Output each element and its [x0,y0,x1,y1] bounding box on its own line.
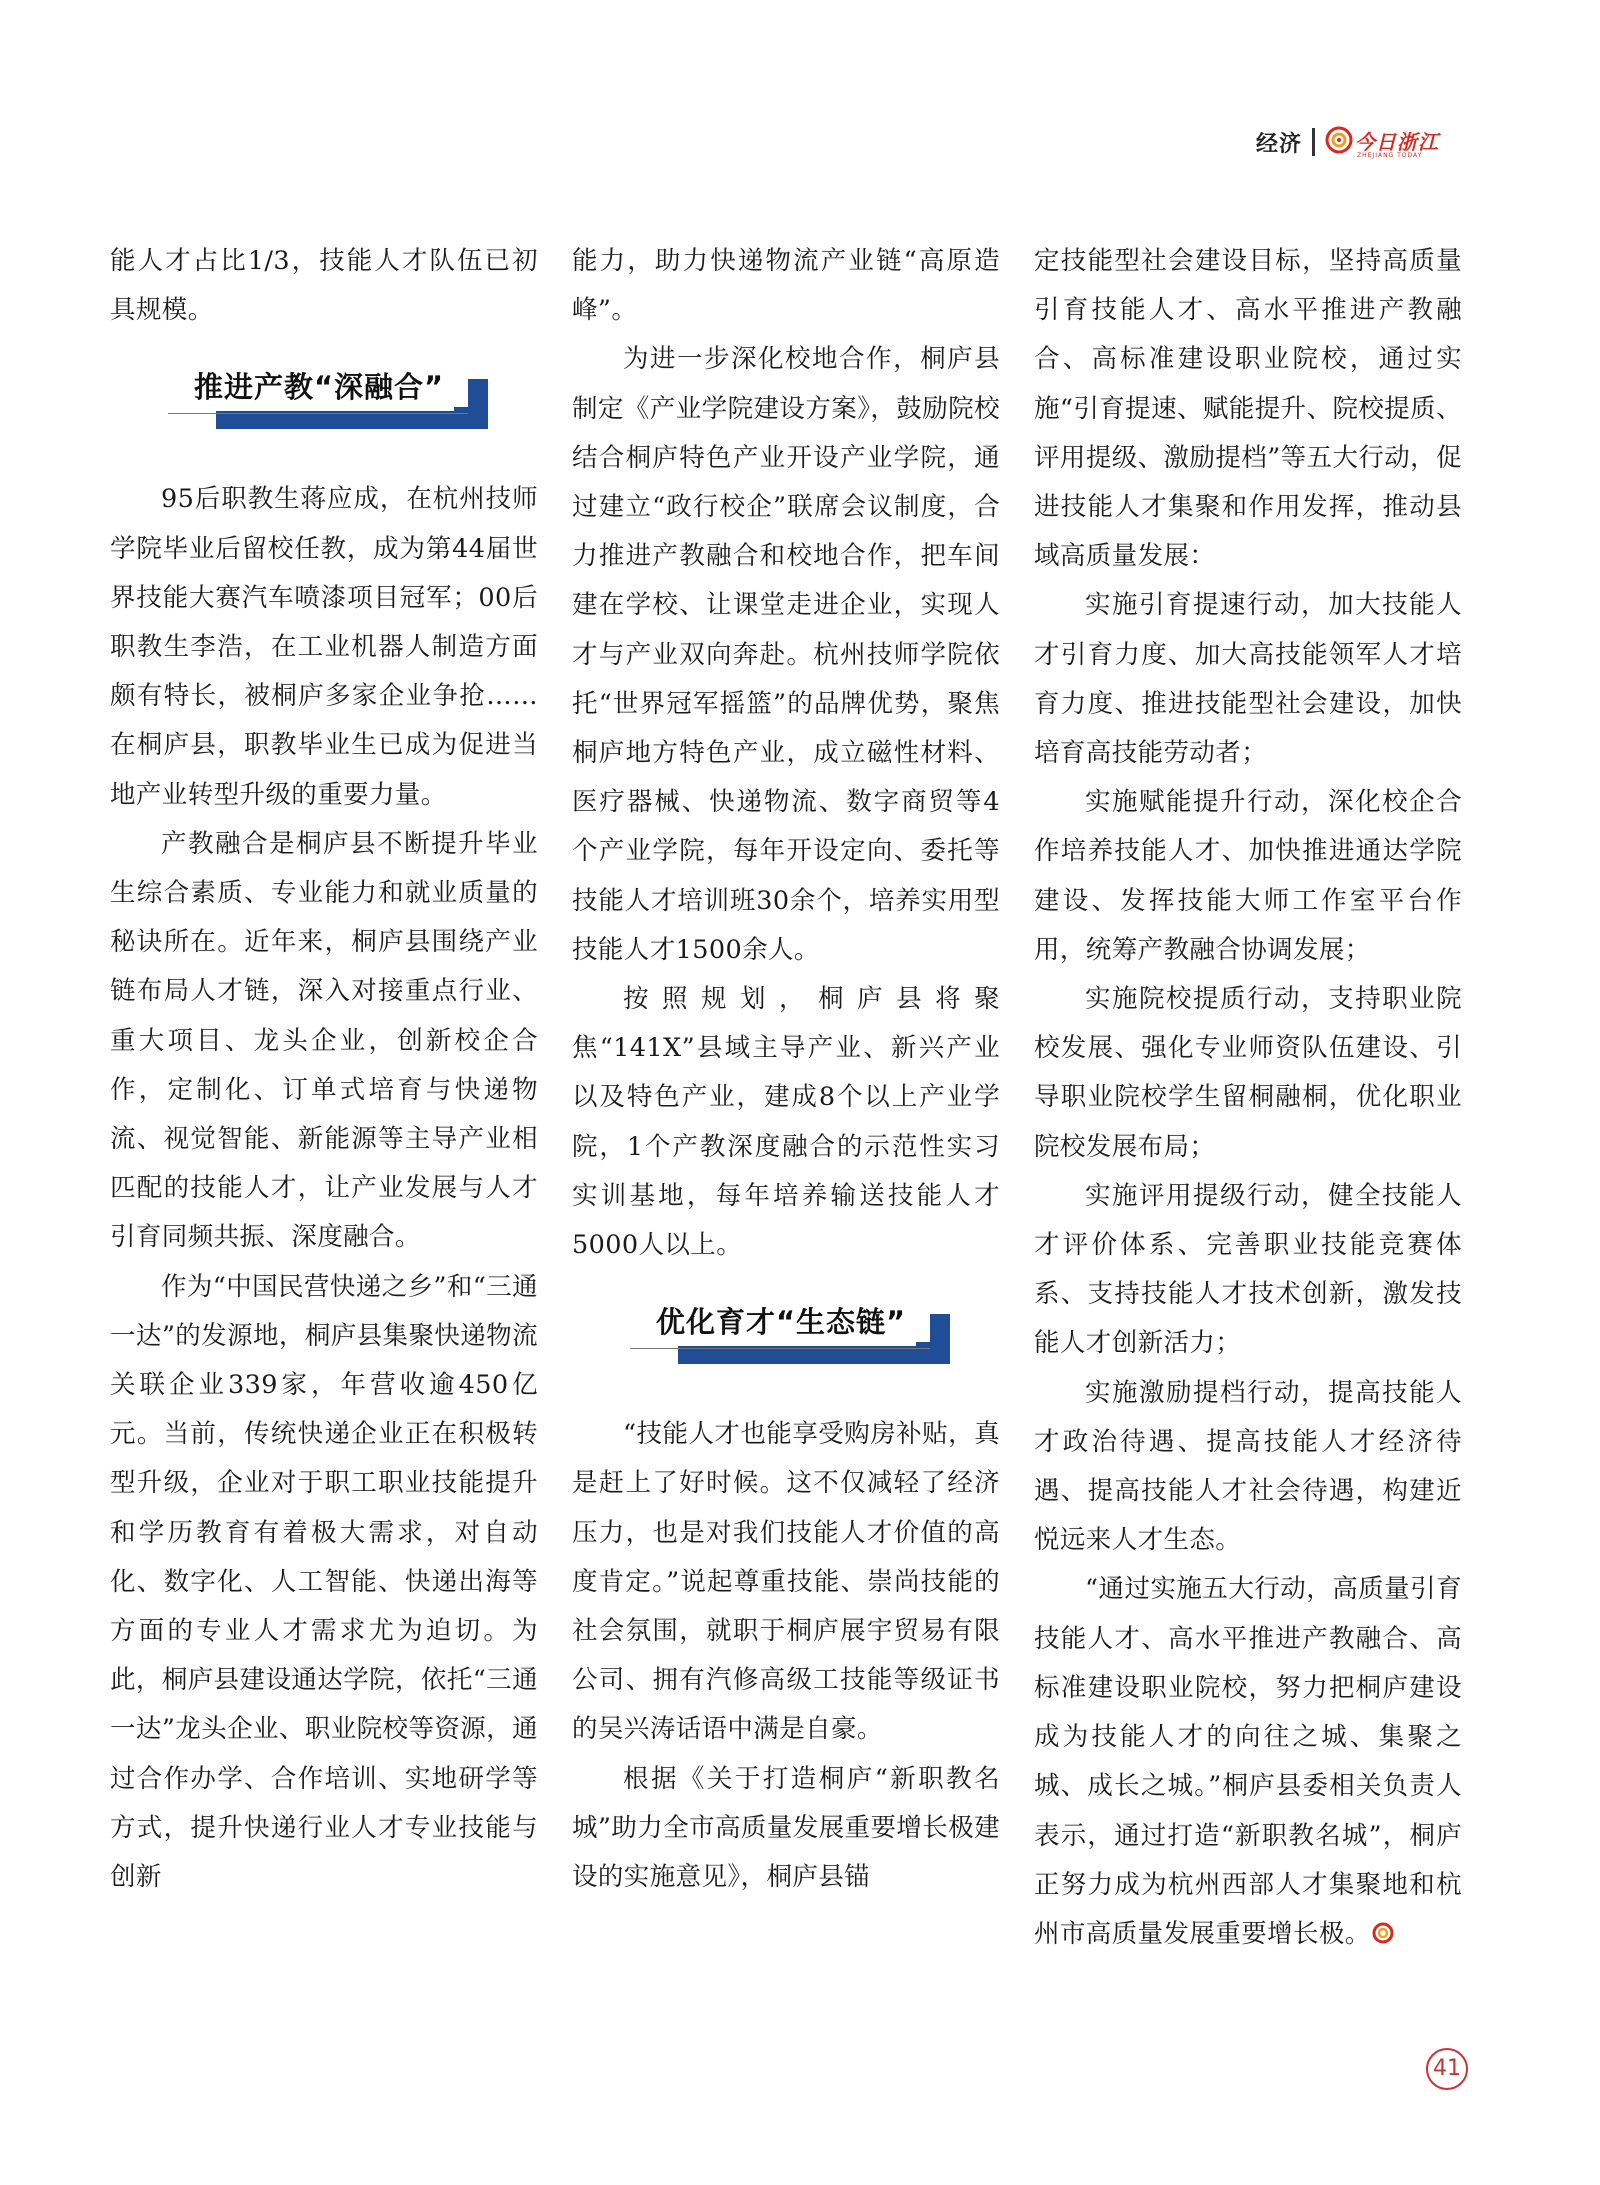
column-3 [1034,237,1462,1959]
heading-title: 推进产教“深融合” [184,363,454,411]
paragraph: 按照规划，桐庐县将聚焦“141X”县域主导产业、新兴产业以及特色产业，建成8个以上产业学院，1个产教深度融合的示范性实习实训基地，每年培养输送技能人才5000人以上。 [572,984,1000,1261]
heading-bar-end [930,1314,950,1364]
paragraph: 能力，助力快递物流产业链“高原造峰”。 [572,246,1000,326]
heading-title: 优化育才“生态链” [646,1298,916,1346]
section-heading [110,363,538,457]
paragraph: 产教融合是桐庐县不断提升毕业生综合素质、专业能力和就业质量的秘诀所在。近年来，桐庐县围绕产业链布局人才链，深入对接重点行业、重大项目、龙头企业，创新校企合作，定制化、订单式培育与快递物流、视觉智能、新能源等主导产业相匹配的技能人才，让产业发展与人才引育同频共振、深度融合。 [110,828,538,1253]
paragraph: 为进一步深化校地合作，桐庐县制定《产业学院建设方案》，鼓励院校结合桐庐特色产业开设产业学院，通过建立“政行校企”联席会议制度，合力推进产教融合和校地合作，把车间建在学校、让课堂走进企业，实现人才与产业双向奔赴。杭州技师学院依托“世界冠军摇篮”的品牌优势，聚焦桐庐地方特色产业，成立磁性材料、医疗器械、快递物流、数字商贸等4个产业学院，每年开设定向、委托等技能人才培训班30余个，培养实用型技能人才1500余人。 [572,344,1000,965]
section-label: 经济 [1256,131,1303,157]
header-divider [1312,128,1315,156]
page-header [1256,122,1439,162]
paragraph: 根据《关于打造桐庐“新职教名城”助力全市高质量发展重要增长极建设的实施意见》，桐庐县锚 [572,1763,1000,1893]
column-1 [110,237,538,1902]
logo-text: 今日浙江 [1355,129,1440,154]
final-paragraph [1034,1565,1462,1959]
paragraph: 95后职教生蒋应成，在杭州技师学院毕业后留校任教，成为第44届世界技能大赛汽车喷漆项目冠军；00后职教生李浩，在工业机器人制造方面颇有特长，被桐庐多家企业争抢……在桐庐县，职教毕业生已成为促进当地产业转型升级的重要力量。 [110,484,538,810]
heading-rule [630,1348,930,1349]
paragraph: 定技能型社会建设目标，坚持高质量引育技能人才、高水平推进产教融合、高标准建设职业院校，通过实施“引育提速、赋能提升、院校提质、评用提级、激励提档”等五大行动，促进技能人才集聚和作用发挥，推动县域高质量发展： [1034,246,1462,572]
paragraph: 能人才占比1/3，技能人才队伍已初具规模。 [110,246,538,326]
section-heading [572,1298,1000,1392]
end-mark-icon [1371,1921,1395,1945]
paragraph: “技能人才也能享受购房补贴，真是赶上了好时候。这不仅减轻了经济压力，也是对我们技能人才价值的高度肯定。”说起尊重技能、崇尚技能的社会氛围，就职于桐庐展宇贸易有限公司、拥有汽修高级工技能等级证书的吴兴涛话语中满是自豪。 [572,1419,1000,1745]
paragraph: 作为“中国民营快递之乡”和“三通一达”的发源地，桐庐县集聚快递物流关联企业339家，年营收逾450亿元。当前，传统快递企业正在积极转型升级，企业对于职工职业技能提升和学历教育有着极大需求，对自动化、数字化、人工智能、快递出海等方面的专业人才需求尤为迫切。为此，桐庐县建设通达学院，依托“三通一达”龙头企业、职业院校等资源，通过合作办学、合作培训、实地研学等方式，提升快递行业人才专业技能与创新 [110,1271,539,1893]
paragraph: 实施院校提质行动，支持职业院校发展、强化专业师资队伍建设、引导职业院校学生留桐融桐，优化职业院校发展布局； [1034,984,1462,1162]
paragraph: 实施引育提速行动，加大技能人才引育力度、加大高技能领军人才培育力度、推进技能型社会建设，加快培育高技能劳动者； [1034,590,1462,769]
heading-bar-end [468,379,488,429]
paragraph-text: “通过实施五大行动，高质量引育技能人才、高水平推进产教融合、高标准建设职业院校，努力把桐庐建设成为技能人才的向往之城、集聚之城、成长之城。”桐庐县委相关负责人表示，通过打造“新职教名城”，桐庐正努力成为杭州西部人才集聚地和杭州市高质量发展重要增长极。 [1034,1574,1462,1949]
heading-rule [168,413,468,414]
magazine-logo [1325,126,1439,159]
paragraph: 实施激励提档行动，提高技能人才政治待遇、提高技能人才经济待遇、提高技能人才社会待遇，构建近悦远来人才生态。 [1034,1377,1462,1556]
page-number: 41 [1426,2048,1468,2090]
column-2 [572,237,1000,1902]
logo-subtitle: ZHEJIANG TODAY [1357,151,1423,159]
paragraph: 实施赋能提升行动，深化校企合作培养技能人才、加快推进通达学院建设、发挥技能大师工作室平台作用，统筹产教融合协调发展； [1034,787,1462,965]
paragraph: 实施评用提级行动，健全技能人才评价体系、完善职业技能竞赛体系、支持技能人才技术创新，激发技能人才创新活力； [1034,1180,1462,1359]
logo-swirl-icon [1325,126,1353,154]
